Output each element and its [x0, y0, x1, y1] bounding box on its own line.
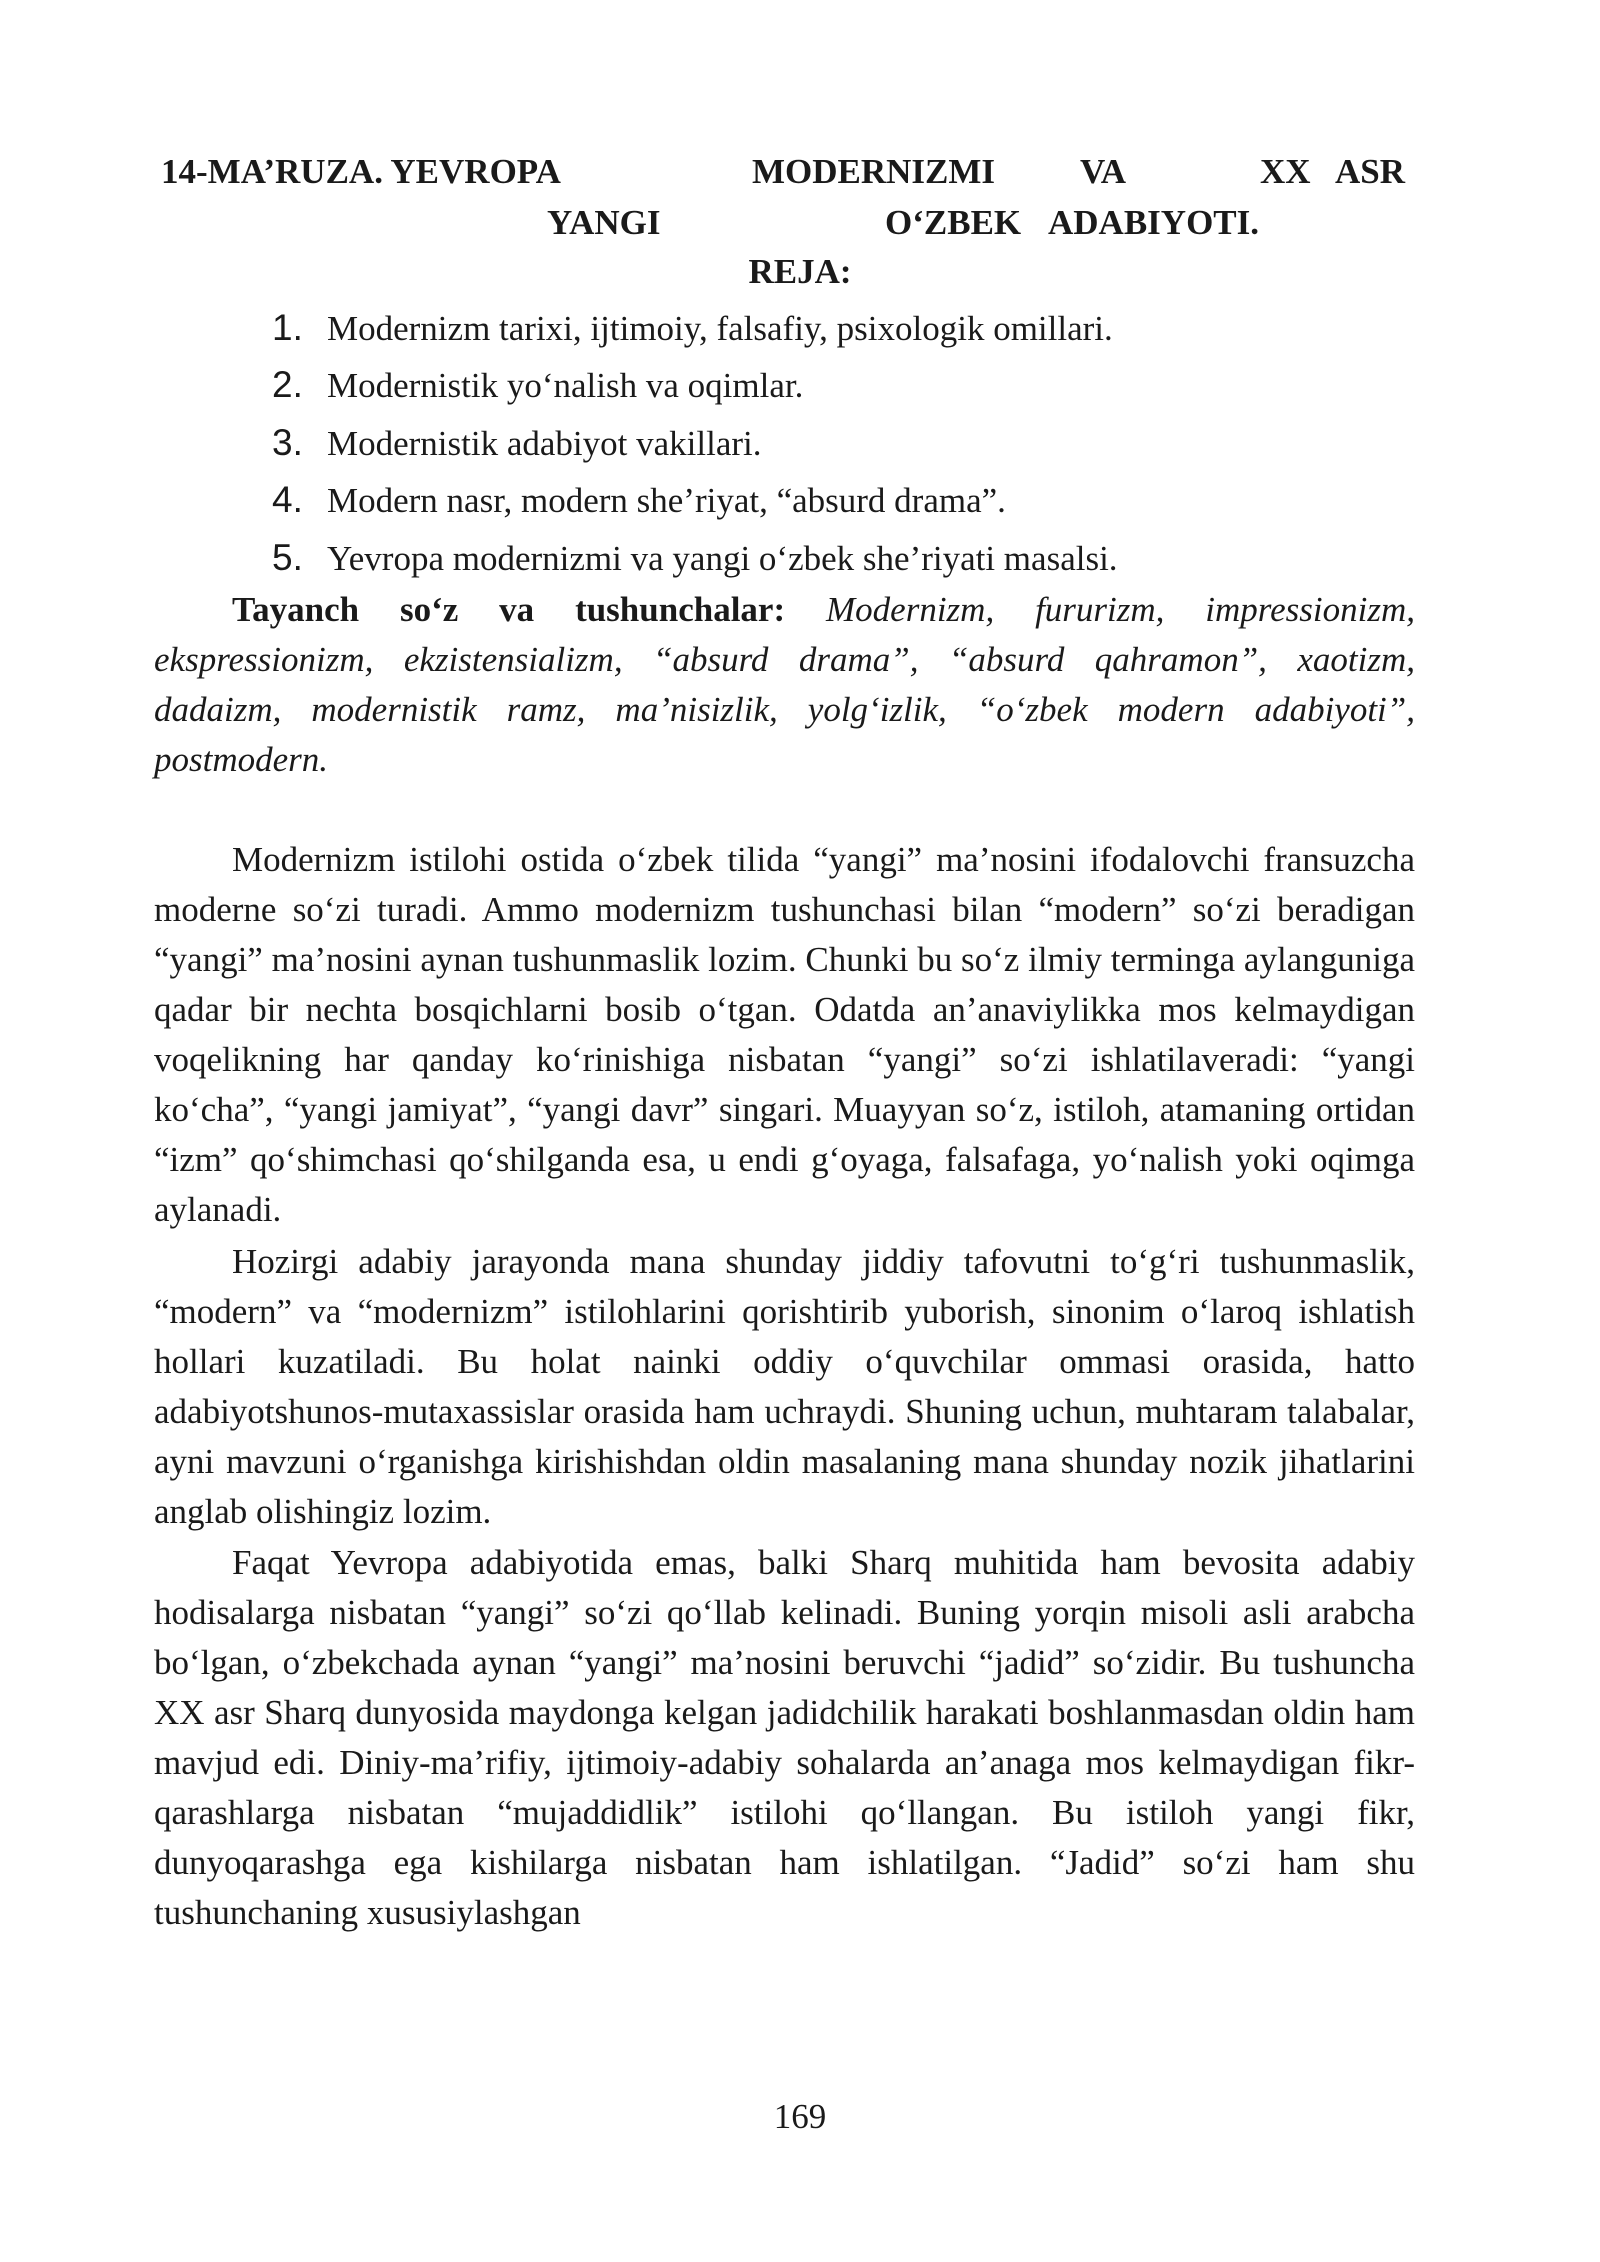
- plan-heading: REJA:: [748, 252, 852, 291]
- plan-item-text: Modernistik yo‘nalish va oqimlar.: [327, 366, 804, 406]
- keywords-paragraph: [154, 585, 1415, 785]
- plan-item: [272, 418, 1372, 475]
- plan-item-number: 5.: [272, 536, 303, 578]
- title-word: ASR: [1335, 152, 1406, 191]
- title-word: MODERNIZMI: [752, 152, 996, 191]
- plan-item-text: Modern nasr, modern she’riyat, “absurd drama”.: [327, 481, 1006, 521]
- body-paragraph: Faqat Yevropa adabiyotida emas, balki Sharq muhitida ham bevosita adabiy hodisalarga nisbatan “yangi” so‘zi qo‘llab kelinadi. Buning yorqin misoli asli arabcha bo‘lgan, o‘zbekchada aynan “yangi” ma’nosini beruvchi “jadid” so‘zidir. Bu tushuncha XX asr Sharq dunyosida maydonga kelgan jadidchilik harakati boshlanmasdan oldin ham mavjud edi. Diniy-ma’rifiy, ijtimoiy-adabiy sohalarda an’anaga mos kelmaydigan fikr-qarashlarga nisbatan “mujaddidlik” istilohi qo‘llangan. Bu istiloh yangi fikr, dunyoqarashga ega kishilarga nisbatan ham ishlatilgan. “Jadid” so‘zi ham shu tushunchaning xususiylashgan: [154, 1543, 1415, 1932]
- keywords-label: Tayanch so‘z va tushunchalar:: [232, 590, 786, 629]
- lecture-title-line-2: [0, 203, 1600, 243]
- plan-item: [272, 303, 1372, 360]
- title-word: ADABIYOTI.: [1048, 203, 1260, 242]
- plan-item-number: 1.: [272, 307, 303, 348]
- plan-item: [272, 475, 1372, 532]
- body-paragraph: Hozirgi adabiy jarayonda mana shunday jiddiy tafovutni to‘g‘ri tushunmaslik, “modern” va “modernizm” istilohlarini qorishtirib yuborish, sinonim o‘laroq ishlatish hollari kuzatiladi. Bu holat nainki oddiy o‘quvchilar ommasi orasida, hatto adabiyotshunos-mutaxassislar orasida ham uchraydi. Shuning uchun, muhtaram talabalar, ayni mavzuni o‘rganishga kirishishdan oldin masalaning mana shunday nozik jihatlarini anglab olishingiz lozim.: [154, 1242, 1415, 1531]
- title-word: VA: [1080, 152, 1127, 191]
- plan-item-text: Modernistik adabiyot vakillari.: [327, 423, 762, 463]
- page-number: 169: [773, 2097, 827, 2136]
- title-word: O‘ZBEK: [885, 203, 1022, 242]
- plan-item-text: Modernizm tarixi, ijtimoiy, falsafiy, psixologik omillari.: [327, 309, 1113, 348]
- body-paragraph: Modernizm istilohi ostida o‘zbek tilida “yangi” ma’nosini ifodalovchi fransuzcha moderne so‘zi turadi. Ammo modernizm tushunchasi bilan “modern” so‘zi beradigan “yangi” ma’nosini aynan tushunmaslik lozim. Chunki bu so‘z ilmiy terminga aylanguniga qadar bir nechta bosqichlarni bosib o‘tgan. Odatda an’anaviylikka mos kelmaydigan voqelikning har qanday ko‘rinishiga nisbatan “yangi” so‘zi ishlatilaveradi: “yangi ko‘cha”, “yangi jamiyat”, “yangi davr” singari. Muayyan so‘z, istiloh, atamaning ortidan “izm” qo‘shimchasi qo‘shilganda esa, u endi g‘oyaga, falsafaga, yo‘nalish yoki oqimga aylanadi.: [154, 840, 1415, 1229]
- keywords-list: Modernizm, fururizm, impressionizm, ekspressionizm, ekzistensializm, “absurd drama”, “absurd qahramon”, xaotizm, dadaizm, modernistik ramz, ma’nisizlik, yolg‘izlik, “o‘zbek modern adabiyoti”, postmodern.: [154, 590, 1415, 779]
- title-word: XX: [1260, 152, 1311, 191]
- plan-item-number: 4.: [272, 479, 303, 521]
- title-word: YANGI: [547, 203, 661, 242]
- plan-item: [272, 533, 1372, 590]
- plan-item: [272, 360, 1372, 417]
- title-word: 14-MA’RUZA. YEVROPA: [161, 152, 561, 191]
- plan-list: [272, 303, 1372, 590]
- plan-item-text: Yevropa modernizmi va yangi o‘zbek she’riyati masalsi.: [327, 538, 1118, 578]
- lecture-title-line-1: [0, 152, 1600, 192]
- plan-item-number: 3.: [272, 421, 303, 463]
- plan-item-number: 2.: [272, 364, 303, 406]
